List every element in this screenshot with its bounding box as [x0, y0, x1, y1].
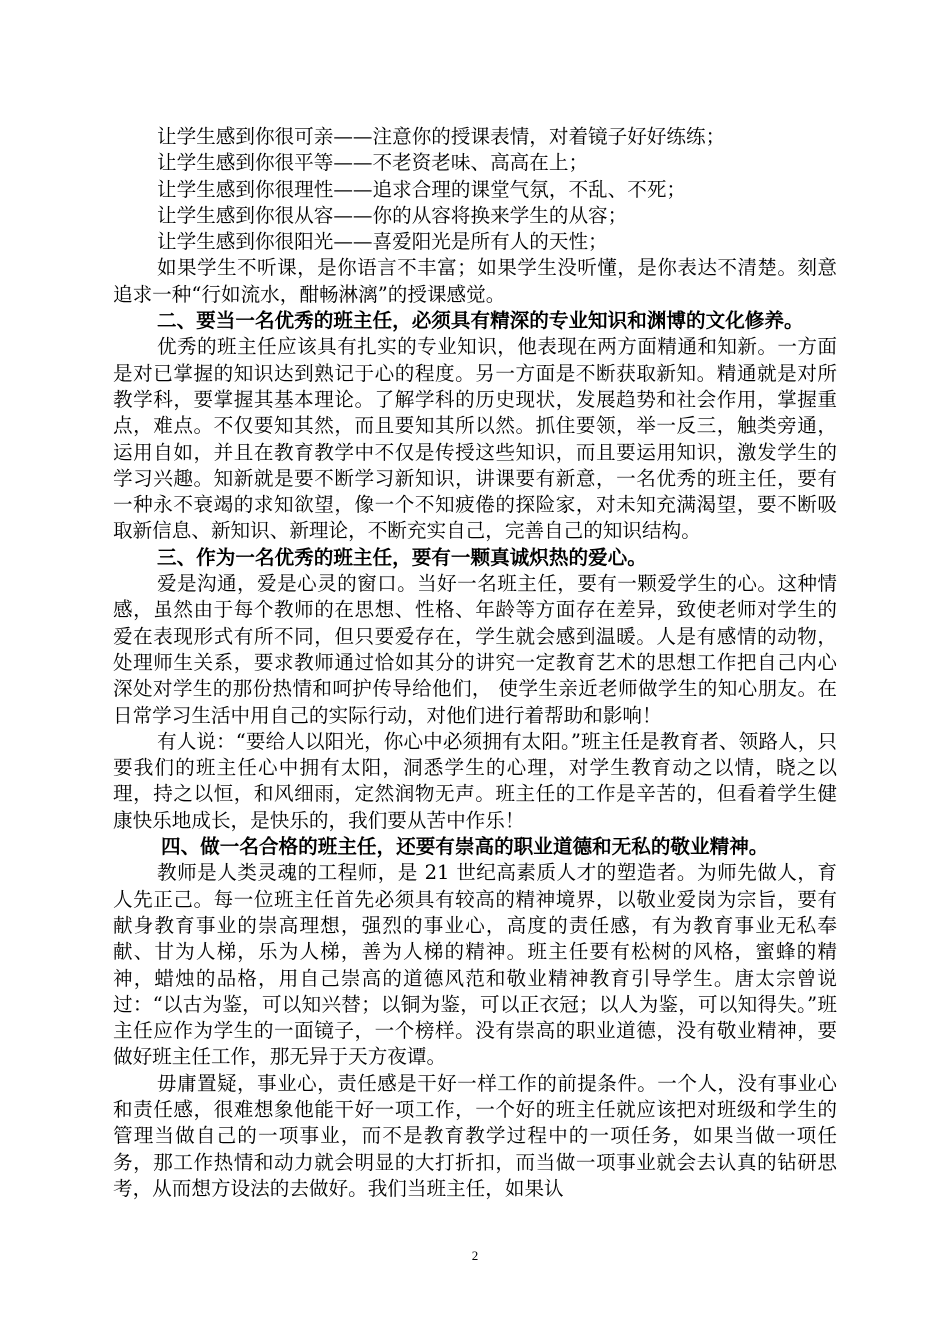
page-number: 2 — [471, 1248, 479, 1263]
paragraph-intro-end: 如果学生不听课，是你语言不丰富；如果学生没听懂，是你表达不清楚。刻意追求一种“行如流水，酣畅淋漓”的授课感觉。 — [113, 256, 837, 306]
intro-line-5: 让学生感到你很阳光——喜爱阳光是所有人的天性； — [157, 230, 608, 254]
document-body — [113, 124, 837, 1202]
paragraph-section-4b: 毋庸置疑，事业心，责任感是干好一样工作的前提条件。一个人，没有事业心和责任感，很难想象他能干好一项工作，一个好的班主任就应该把对班级和学生的管理当做自己的一项事业，而不是教育教学过程中的一项任务，如果当做一项任务，那工作热情和动力就会明显的大打折扣，而当做一项事业就会去认真的钻研思考，从而想方设法的去做好。我们当班主任，如果认 — [113, 1071, 837, 1200]
intro-line-2: 让学生感到你很平等——不老资老味、高高在上； — [157, 151, 589, 175]
intro-line-3: 让学生感到你很理性——追求合理的课堂气氛，不乱、不死； — [157, 177, 687, 201]
heading-section-4: 四、做一名合格的班主任，还要有崇高的职业道德和无私的敬业精神。 — [161, 835, 769, 859]
heading-section-3: 三、作为一名优秀的班主任，要有一颗真诚炽热的爱心。 — [157, 545, 647, 569]
heading-section-2: 二、要当一名优秀的班主任，必须具有精深的专业知识和渊博的文化修养。 — [157, 309, 804, 333]
intro-line-4: 让学生感到你很从容——你的从容将换来学生的从容； — [157, 203, 628, 227]
paragraph-section-3a: 爱是沟通，爱是心灵的窗口。当好一名班主任，要有一颗爱学生的心。这种情感，虽然由于每个教师的在思想、性格、年龄等方面存在差异，致使老师对学生的爱在表现形式有所不同，但只要爱存在，学生就会感到温暖。人是有感情的动物，处理师生关系，要求教师通过恰如其分的讲究一定教育艺术的思想工作把自己内心深处对学生的那份热情和呵护传导给他们， 使学生亲近老师做学生的知心朋友。在日常学习生活中用自己的实际行动，对他们进行着帮助和影响！ — [113, 572, 837, 727]
paragraph-section-3b: 有人说：“要给人以阳光，你心中必须拥有太阳。”班主任是教育者、领路人，只要我们的班主任心中拥有太阳，洞悉学生的心理，对学生教育动之以情，晓之以理，持之以恒，和风细雨，定然润物无声。班主任的工作是辛苦的，但看着学生健康快乐地成长，是快乐的，我们要从苦中作乐！ — [113, 729, 837, 832]
paragraph-section-2: 优秀的班主任应该具有扎实的专业知识，他表现在两方面精通和知新。一方面是对已掌握的知识达到熟记于心的程度。另一方面是不断获取新知。精通就是对所教学科，要掌握其基本理论。了解学科的历史现状，发展趋势和社会作用，掌握重点，难点。不仅要知其然，而且要知其所以然。抓住要领，举一反三，触类旁通，运用自如，并且在教育教学中不仅是传授这些知识，而且要运用知识，激发学生的学习兴趣。知新就是要不断学习新知识，讲课要有新意，一名优秀的班主任，要有一种永不衰竭的求知欲望，像一个不知疲倦的探险家，对未知充满渴望，要不断吸取新信息、新知识、新理论，不断充实自己，完善自己的知识结构。 — [113, 335, 837, 543]
intro-line-1: 让学生感到你很可亲——注意你的授课表情，对着镜子好好练练； — [157, 125, 726, 148]
paragraph-section-4a: 教师是人类灵魂的工程师，是 21 世纪高素质人才的塑造者。为师先做人，育人先正己。每一位班主任首先必须具有较高的精神境界，以敬业爱岗为宗旨，要有献身教育事业的崇高理想，强烈的事业心，高度的责任感，有为教育事业无私奉献、甘为人梯，乐为人梯，善为人梯的精神。班主任要有松树的风格，蜜蜂的精神，蜡烛的品格，用自己崇高的道德风范和敬业精神教育引导学生。唐太宗曾说过：“以古为鉴，可以知兴替；以铜为鉴，可以正衣冠；以人为鉴，可以知得失。”班主任应作为学生的一面镜子，一个榜样。没有崇高的职业道德，没有敬业精神，要做好班主任工作，那无异于天方夜谭。 — [113, 861, 837, 1069]
